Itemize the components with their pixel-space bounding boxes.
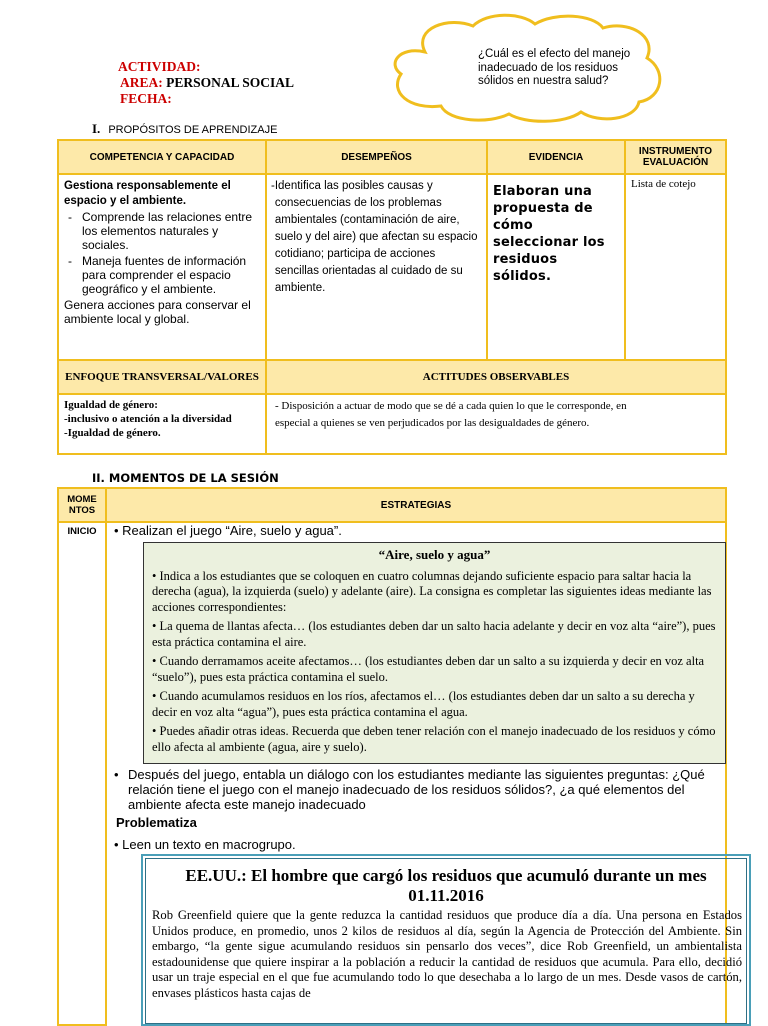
desempeno-cell <box>266 174 487 360</box>
area-value: PERSONAL SOCIAL <box>166 75 295 90</box>
header-instrumento: INSTRUMENTO EVALUACIÓN <box>625 140 726 174</box>
area-line <box>120 75 294 91</box>
area-label: AREA: <box>120 75 163 90</box>
actitudes-cell <box>266 394 726 454</box>
section2-title: II. MOMENTOS DE LA SESIÓN <box>92 471 279 485</box>
bullet-icon: • <box>114 523 123 538</box>
bullet-dialogo-text: Después del juego, entabla un diálogo con los estudiantes mediante las siguientes preguntas: ¿Qué relación tiene el juego con el manejo inadecuado de los residuos sólidos?, ¿a qué elementos del ambiente afecta este manejo inadecuado <box>128 767 705 812</box>
game-paragraph: • Cuando acumulamos residuos en los ríos, afectamos el… (los estudiantes deben dar un salto a su derecha y decir en voz alta “agua”), pues esta práctica contamina el agua. <box>152 689 695 719</box>
game-paragraph: • Indica a los estudiantes que se coloquen en cuatro columnas dejando suficiente espacio para saltar hacia la derecha (agua), la izquierda (suelo) y adelante (aire). La consigna es completar las siguientes ideas mediante las acciones correspondientes: <box>152 568 712 614</box>
problematiza-heading: Problematiza <box>116 815 197 830</box>
enfoque-line: -Igualdad de género. <box>64 427 161 439</box>
bullet-leen-text: Leen un texto en macrogrupo. <box>122 837 296 852</box>
estrategias-header: ESTRATEGIAS <box>106 488 726 522</box>
competencia-title: Gestiona responsablemente el espacio y el ambiente. <box>64 180 231 207</box>
bullet-icon: • <box>114 837 123 852</box>
instrumento-cell: Lista de cotejo <box>625 174 726 360</box>
enfoque-cell <box>58 394 266 454</box>
evidencia-cell: Elaboran una propuesta de cómo seleccionar los residuos sólidos. <box>487 174 625 360</box>
fecha-label: FECHA: <box>120 91 172 106</box>
header-competencia: COMPETENCIA Y CAPACIDAD <box>58 140 266 174</box>
momentos-header: MOME NTOS <box>58 488 106 522</box>
news-title-line: EE.UU.: El hombre que cargó los residuos que acumuló durante un mes <box>185 866 707 885</box>
cloud-question: ¿Cuál es el efecto del manejo inadecuado de los residuos sólidos en nuestra salud? <box>478 48 631 87</box>
competencia-list <box>64 210 260 296</box>
header-evidencia: EVIDENCIA <box>487 140 625 174</box>
game-paragraph: • La quema de llantas afecta… (los estudiantes deben dar un salto hacia adelante y decir en voz alta “aire”), pues esta práctica contamina el aire. <box>152 619 716 649</box>
header-desempenos: DESEMPEÑOS <box>266 140 487 174</box>
game-paragraph: • Puedes añadir otras ideas. Recuerda que deben tener relación con el manejo inadecuado de los residuos y cómo ello afecta al ambiente (agua, aire y suelo). <box>152 724 716 754</box>
competencia-cell <box>58 174 266 360</box>
news-body: Rob Greenfield quiere que la gente reduzca la cantidad residuos que produce día a día. Una persona en Estados Unidos produce, en promedio, unos 2 kilos de residuos al día, según la Agencia de Protección del Ambiente. Sin embargo, “la gente sigue acumulando residuos sin pensarlo dos veces”, dice Rob Greenfield, un ambientalista estadounidense que quiere inspirar a la población a reducir la cantidad de residuos que acumula. Para ello, decidió usar un traje especial en el que fue acumulando todo lo que desechaba a lo largo de un mes. Desde vasos de cartón, envases plásticos hasta cajas de <box>152 908 742 1000</box>
game-instructions-box <box>143 542 726 764</box>
enfoque-header: ENFOQUE TRANSVERSAL/VALORES <box>58 360 266 394</box>
game-title: “Aire, suelo y agua” <box>378 547 491 562</box>
purposes-table <box>57 139 727 455</box>
enfoque-line: -inclusivo o atención a la diversidad <box>64 413 232 425</box>
section1-title <box>92 121 277 137</box>
bullet-leen <box>114 837 296 852</box>
news-title <box>150 866 742 906</box>
competencia-item: - Maneja fuentes de información para comprender el espacio geográfico y el ambiente. <box>82 254 260 296</box>
section1-numeral: I. <box>92 121 101 136</box>
dash-marker: - <box>271 180 275 192</box>
enfoque-line: Igualdad de género: <box>64 399 158 411</box>
momento-cell: INICIO <box>58 522 106 1025</box>
bullet-icon: • <box>114 767 119 782</box>
bullet-juego <box>114 523 342 538</box>
actividad-label: ACTIVIDAD: <box>118 59 201 74</box>
actitudes-text: - Disposición a actuar de modo que se dé a cada quien lo que le corresponde, en especial a quienes se ven perjudicados por las desigualdades de género. <box>275 400 627 429</box>
game-paragraph: • Cuando derramamos aceite afectamos… (los estudiantes deben dar un salto a su izquierda y decir en voz alta “suelo”), pues esta práctica contamina el suelo. <box>152 654 705 684</box>
news-date: 01.11.2016 <box>408 886 484 905</box>
competencia-item: - Comprende las relaciones entre los elementos naturales y sociales. <box>82 210 260 252</box>
desempeno-text: Identifica las posibles causas y consecuencias de los problemas ambientales (contaminación de aire, suelo y del aire) que afectan su espacio cotidiano; participa de acciones sencillas orientadas al cuidado de su ambiente. <box>274 180 478 294</box>
section1-title-text: PROPÓSITOS DE APRENDIZAJE <box>108 124 278 136</box>
bullet-juego-text: Realizan el juego “Aire, suelo y agua”. <box>122 523 342 538</box>
actitudes-header: ACTITUDES OBSERVABLES <box>266 360 726 394</box>
competencia-footer: Genera acciones para conservar el ambiente local y global. <box>64 298 251 326</box>
bullet-dialogo <box>114 767 714 812</box>
